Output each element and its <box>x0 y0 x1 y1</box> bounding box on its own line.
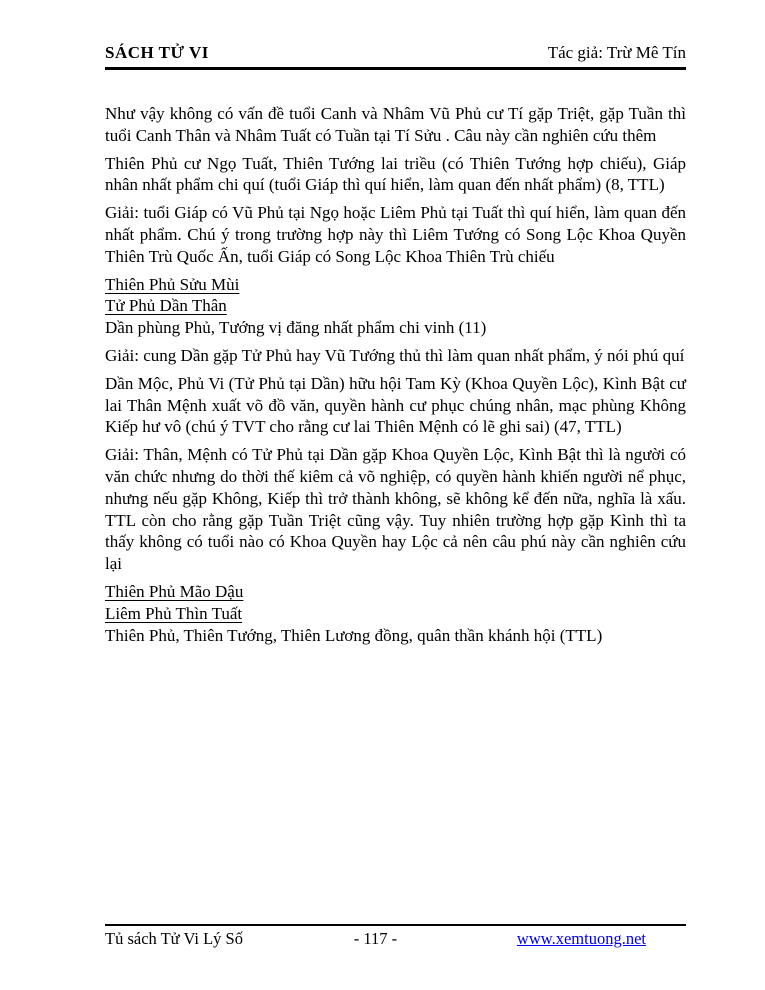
paragraph: Giải: cung Dần gặp Tử Phủ hay Vũ Tướng thủ thì làm quan nhất phẩm, ý nói phú quí <box>105 345 685 365</box>
footer-series-title: Tủ sách Tử Vi Lý Số <box>105 929 243 948</box>
website-link[interactable]: www.xemtuong.net <box>516 929 646 948</box>
section-heading: Thiên Phủ Mão Dậu <box>105 581 244 601</box>
paragraph: Thiên Phủ, Thiên Tướng, Thiên Lương đồng, quân thần khánh hội (TTL) <box>105 625 603 645</box>
paragraph: Dần phùng Phủ, Tướng vị đăng nhất phẩm chi vinh (11) <box>105 318 487 338</box>
paragraph: Thiên Phủ cư Ngọ Tuất, Thiên Tướng lai triều (có Thiên Tướng hợp chiếu), Giáp nhân nhất phẩm chi quí (tuổi Giáp thì quí hiển, làm quan đến nhất phẩm) (8, TTL) <box>105 153 686 195</box>
paragraph: Như vậy không có vấn đề tuổi Canh và Nhâm Vũ Phủ cư Tí gặp Triệt, gặp Tuần thì tuổi Canh Thân và Nhâm Tuất có Tuần tại Tí Sửu . Câu này cần nghiên cứu thêm <box>105 104 686 145</box>
paragraph: Dần Mộc, Phủ Vi (Tử Phủ tại Dần) hữu hội Tam Kỳ (Khoa Quyền Lộc), Kình Bật cư lai Thân Mệnh xuất võ đồ văn, quyền hành cư phục chúng nhân, mạc phùng Không Kiếp hư vô (chú ý TVT cho rằng cư lai Thiên Mệnh có lẽ ghi sai) (47, TTL) <box>105 373 686 437</box>
footer-page-number: - 117 - <box>353 929 398 948</box>
page-footer <box>105 924 686 949</box>
page-header <box>105 0 686 70</box>
author-credit: Tác giả: Trừ Mê Tín <box>547 43 686 62</box>
paragraph: Giải: tuổi Giáp có Vũ Phủ tại Ngọ hoặc Liêm Phủ tại Tuất thì quí hiển, làm quan đến nhất phẩm. Chú ý trong trường hợp này thì Liêm Tướng có Song Lộc Khoa Quyền Thiên Trù Quốc Ấn, tuổi Giáp có Song Lộc Khoa Thiên Trù chiếu <box>105 203 686 266</box>
book-title: SÁCH TỬ VI <box>105 43 209 62</box>
section-heading: Thiên Phủ Sửu Mùi <box>105 274 240 294</box>
section-heading: Tử Phủ Dần Thân <box>105 296 227 316</box>
section-heading: Liêm Phủ Thìn Tuất <box>105 603 243 623</box>
paragraph: Giải: Thân, Mệnh có Tử Phủ tại Dần gặp Khoa Quyền Lộc, Kình Bật thì là người có văn chức nhưng do thời thế kiêm cả võ nghiệp, có quyền hành khiến người nể phục, nhưng nếu gặp Không, Kiếp thì trở thành không, sẽ không kể đến nữa, nghĩa là xấu. TTL còn cho rằng gặp Tuần Triệt cũng vậy. Tuy nhiên trường hợp gặp Kình thì ta thấy không có tuổi nào có Khoa Quyền hay Lộc cả nên câu phú này cần nghiên cứu lại <box>105 445 686 574</box>
page-body <box>105 103 686 646</box>
